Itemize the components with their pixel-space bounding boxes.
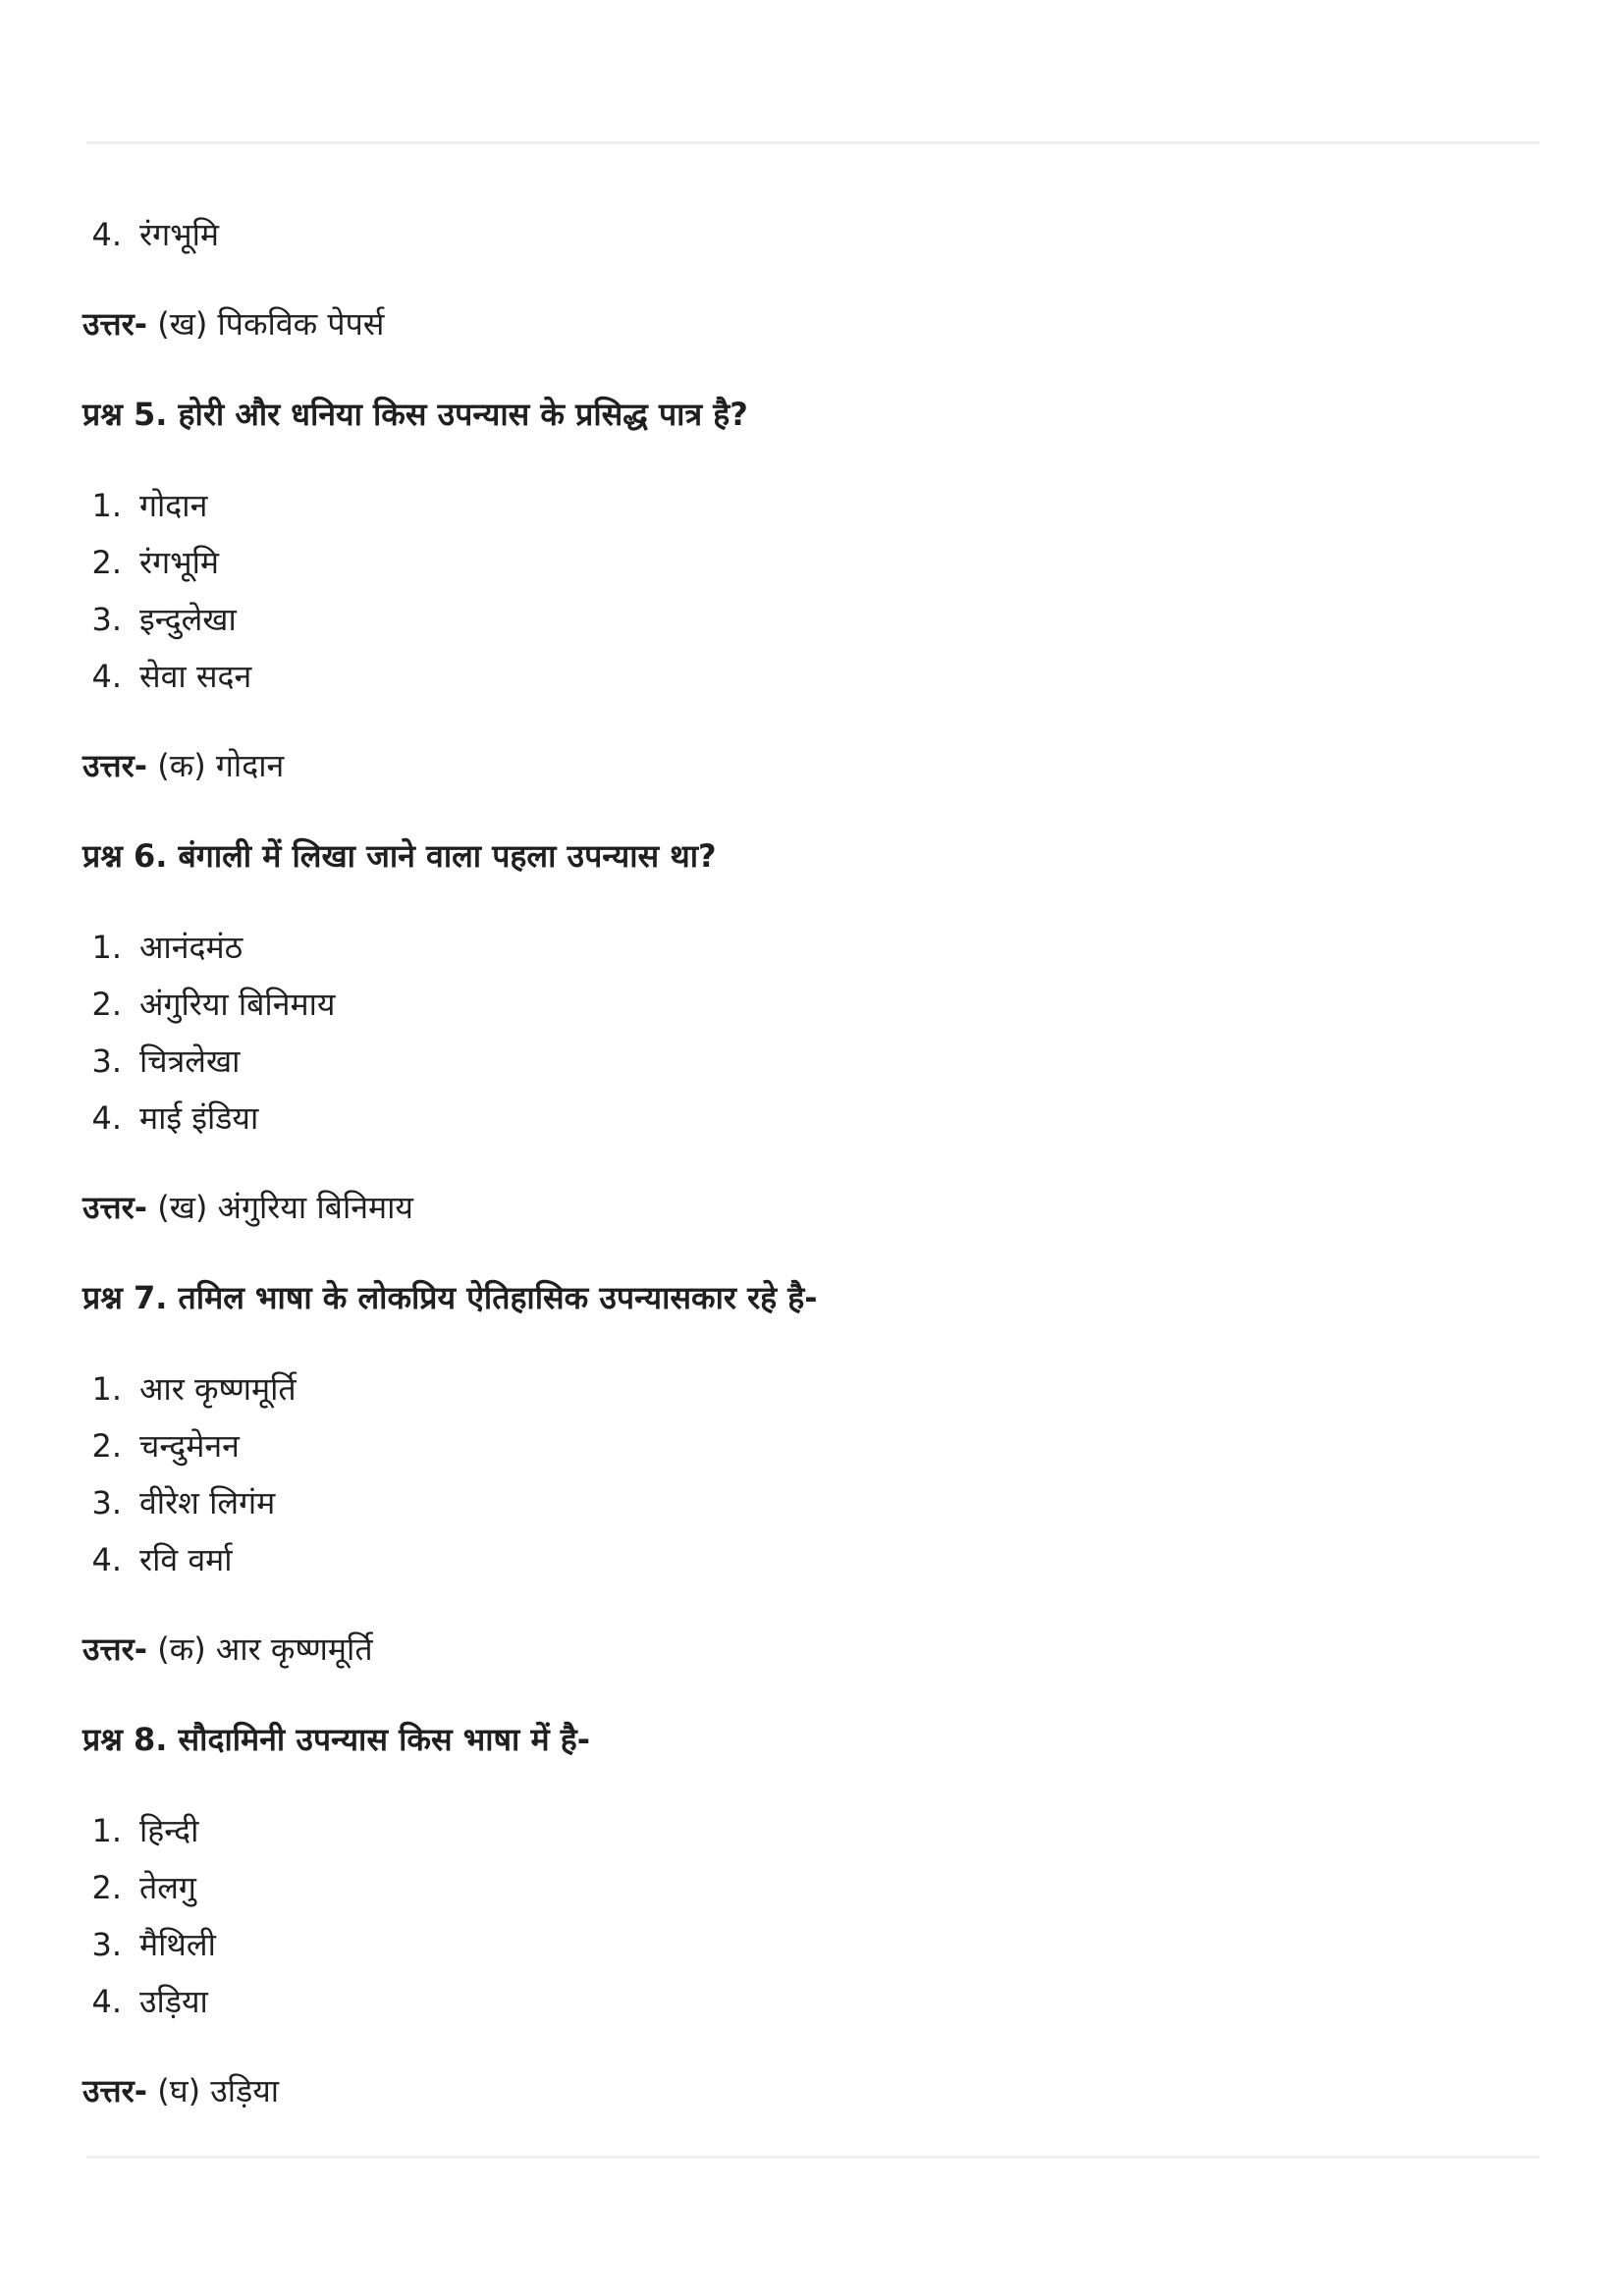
list-item [82,648,1536,705]
list-item [82,1802,1536,1859]
list-item [82,1531,1536,1588]
option-text: इन्दुलेखा [139,601,237,638]
option-number: 2. [91,1869,122,1906]
list-item [82,1361,1536,1417]
question-8-options [82,1802,1536,2030]
option-text: चित्रलेखा [139,1042,241,1080]
option-text: आर कृष्णमूर्ति [139,1370,297,1408]
option-number: 2. [91,986,122,1023]
option-number: 1. [91,487,122,524]
option-text: चन्दुमेनन [139,1427,240,1465]
list-item [82,1090,1536,1147]
question-8-title: प्रश्न 8. सौदामिनी उपन्यास किस भाषा में है- [82,1721,591,1758]
answer-label: उत्तर- [82,2072,148,2109]
option-text: तेलगु [139,1869,196,1906]
option-text: अंगुरिया बिनिमाय [139,986,336,1023]
question-7-options [82,1361,1536,1588]
bottom-divider [86,2156,1540,2159]
list-item [82,1859,1536,1916]
option-number: 3. [91,1926,122,1963]
answer-label: उत्तर- [82,1630,148,1668]
list-item [82,919,1536,976]
option-text: वीरेश लिगंम [139,1484,276,1522]
option-number: 4. [91,1541,122,1578]
option-text: रवि वर्मा [139,1541,233,1578]
list-item [82,534,1536,591]
list-item [82,1033,1536,1090]
answer-label: उत्तर- [82,1189,148,1226]
list-item [82,1417,1536,1474]
option-number: 1. [91,1370,122,1408]
option-number: 4. [91,1099,122,1137]
option-number: 3. [91,601,122,638]
list-item [82,1474,1536,1531]
question-5-options [82,477,1536,705]
question-6-options [82,919,1536,1147]
answer-label: उत्तर- [82,747,148,784]
list-item [82,1973,1536,2030]
list-item [82,1916,1536,1973]
answer-text: (क) गोदान [157,747,285,784]
answer-text: (ख) पिकविक पेपर्स [157,305,385,343]
option-text: हिन्दी [139,1812,199,1849]
previous-question-options [82,206,1536,263]
option-number: 1. [91,929,122,966]
option-text: मैथिली [139,1926,216,1963]
question-5-title: प्रश्न 5. होरी और धनिया किस उपन्यास के प्रसिद्ध पात्र है? [82,396,748,433]
list-item [82,976,1536,1033]
question-7-title: प्रश्न 7. तमिल भाषा के लोकप्रिय ऐतिहासिक उपन्यासकार रहे है- [82,1279,818,1316]
answer-text: (ख) अंगुरिया बिनिमाय [157,1189,413,1226]
option-text: सेवा सदन [139,658,252,695]
option-text: उड़िया [139,1983,208,2020]
option-number: 3. [91,1042,122,1080]
answer-text: (क) आर कृष्णमूर्ति [157,1630,373,1668]
top-divider [86,141,1540,144]
option-number: 2. [91,544,122,581]
document-content [82,206,1536,2154]
option-number: 4. [91,658,122,695]
question-6-title: प्रश्न 6. बंगाली में लिखा जाने वाला पहला उपन्यास था? [82,837,717,875]
option-number: 2. [91,1427,122,1465]
option-text: आनंदमंठ [139,929,243,966]
option-text: रंगभूमि [139,216,220,253]
option-text: माई इंडिया [139,1099,259,1137]
option-number: 3. [91,1484,122,1522]
answer-text: (घ) उड़िया [157,2072,280,2109]
option-number: 1. [91,1812,122,1849]
option-text: रंगभूमि [139,544,220,581]
list-item [82,591,1536,648]
question-5-answer [82,738,1536,793]
question-7-answer [82,1622,1536,1677]
question-8-answer [82,2063,1536,2118]
question-6-answer [82,1180,1536,1235]
option-number: 4. [91,1983,122,2020]
list-item [82,206,1536,263]
option-number: 4. [91,216,122,253]
list-item [82,477,1536,534]
option-text: गोदान [139,487,208,524]
answer-previous [82,296,1536,351]
answer-label: उत्तर- [82,305,148,343]
